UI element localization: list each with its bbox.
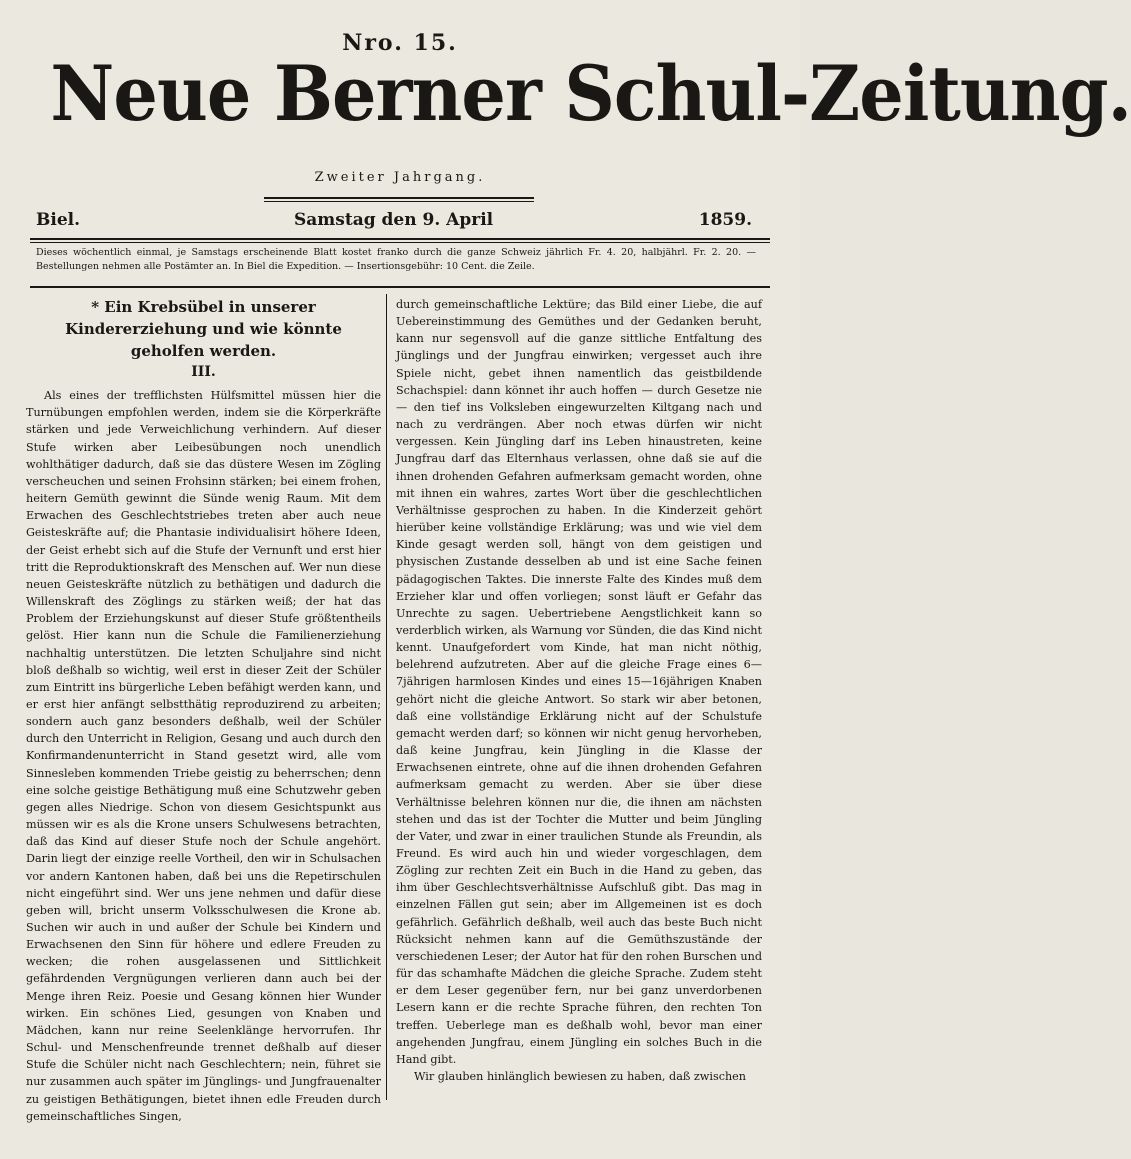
article-paragraph-next: Wir glauben hinlänglich bewiesen zu haben, daß zwischen xyxy=(414,1070,746,1084)
dateline xyxy=(36,210,752,234)
newspaper-title: Neue Berner Schul-Zeitung. xyxy=(50,49,1131,138)
masthead-rule xyxy=(264,197,534,199)
article-paragraph: Als eines der trefflichsten Hülfsmittel müssen hier die Turnübungen empfohlen werden, indem sie die Körperkräfte stärken und jede Verweichlichung verhindern. Auf dieser Stufe wirken aber Leibesübungen noch unendlich wohlthätiger dadurch, daß sie das düstere Wesen im Zögling verscheuchen und seinen Frohsinn stärken; bei einem frohen, heitern Gemüth gewinnt die Sünde wenig Raum. Mit dem Erwachen des Geschlechtstriebes treten aber auch neue Geisteskräfte auf; die Phantasie individualisirt höhere Ideen, der Geist erhebt sich auf die Stufe der Vernunft und erst hier tritt die Reproduktionskraft des Menschen auf. Wer nun diese neuen Geisteskräfte nützlich zu bethätigen und dadurch die Willenskraft des Zöglings zu stärken weiß; der hat das Problem der Erziehungskunst auf dieser Stufe größtentheils gelöst. Hier kann nun die Schule die Familienerziehung nachhaltig unterstützen. Die letzten Schuljahre sind nicht bloß deßhalb so wichtig, weil erst in dieser Zeit der Schüler zum Eintritt ins bürgerliche Leben befähigt werden kann, und er erst hier anfängt selbstthätig reproduzirend zu arbeiten; sondern auch ganz besonders deßhalb, weil der Schüler durch den Unterricht in Religion, Gesang und auch durch den Konfirmandenunterricht in Stand gesetzt wird, alle vom Sinnesleben kommenden Triebe geistig zu beherrschen; denn eine solche geistige Bethätigung muß eine Schutzwehr geben gegen alles Niedrige. Schon von diesem Gesichtspunkt aus müssen wir es als die Krone unsers Schulwesens betrachten, daß das Kind auf dieser Stufe noch der Schule angehört. Darin liegt der einzige reelle Vortheil, den wir in Schulsachen vor andern Kantonen haben, daß bei uns die Repetirschulen nicht eingeführt sind. Wer uns jene nehmen und dafür diese geben will, bricht unserm Volksschulwesen die Krone ab. Suchen wir auch in und außer der Schule bei Kindern und Erwachsenen den Sinn für höhere und edlere Freuden zu wecken; die rohen ausgelassenen und Sittlichkeit gefährdenden Vergnügungen verlieren dann auch bei der Menge ihren Reiz. Poesie und Gesang können hier Wunder wirken. Ein schönes Lied, gesungen von Knaben und Mädchen, kann nur reine Seelenklänge hervorrufen. Ihr Schul- und Menschenfreunde trennet deßhalb auf dieser Stufe die Schüler nicht nach Geschlechtern; nein, führet sie nur zusammen auch später im Jünglings- und Jungfrauenalter zu geistigen Bethätigungen, bietet ihnen edle Freuden durch gemeinschaftliches Singen, xyxy=(26,389,381,1123)
dateline-year: 1859. xyxy=(698,210,752,230)
right-column xyxy=(396,296,762,1085)
header-rule-thin xyxy=(30,242,770,243)
article-title: * Ein Krebsübel in unserer Kindererziehung und wie könnte geholfen werden. xyxy=(65,298,342,360)
dateline-place: Biel. xyxy=(36,210,81,230)
header-rule xyxy=(30,238,770,240)
volume-subtitle: Zweiter Jahrgang. xyxy=(314,170,486,185)
article-section-number: III. xyxy=(191,364,216,380)
masthead-rule-thin xyxy=(264,201,534,202)
dateline-date: Samstag den 9. April xyxy=(294,210,494,230)
article-paragraph-continued: durch gemeinschaftliche Lektüre; das Bild einer Liebe, die auf Uebereinstimmung des Gemüthes und der Gedanken beruht, kann nur segensvoll auf die ganze sittliche Entfaltung des Jünglings und der Jungfrau einwirken; vergesset auch ihre Spiele nicht, gebet ihnen namentlich das geistbildende Schachspiel: dann könnet ihr auch hoffen — durch Gesetze nie — den tief ins Volksleben eingewurzelten Kiltgang nach und nach zu verdrängen. Aber noch etwas dürfen wir nicht vergessen. Kein Jüngling darf ins Leben hinaustreten, keine Jungfrau darf das Elternhaus verlassen, ohne daß sie auf die ihnen drohenden Gefahren aufmerksam gemacht worden, ohne mit ihnen ein wahres, zartes Wort über die geschlechtlichen Verhältnisse gesprochen zu haben. In die Kinderzeit gehört hierüber keine vollständige Erklärung; was und wie viel dem Kinde gesagt werden soll, hängt von dem geistigen und physischen Zustande desselben ab und ist eine Sache feinen pädagogischen Taktes. Die innerste Falte des Kindes muß dem Erzieher klar und offen vorliegen; sonst läuft er Gefahr das Unrechte zu sagen. Uebertriebene Aengstlichkeit kann so verderblich wirken, als Warnung vor Sünden, die das Kind nicht kennt. Unaufgefordert vom Kinde, hat man nicht nöthig, belehrend aufzutreten. Aber auf die gleiche Frage eines 6—7jährigen harmlosen Kindes und eines 15—16jährigen Knaben gehört nicht die gleiche Antwort. So stark wir aber betonen, daß eine vollständige Erklärung nicht auf der Schulstufe gemacht werden darf; so können wir nicht genug hervorheben, daß keine Jungfrau, kein Jüngling in die Klasse der Erwachsenen eintrete, ohne auf die ihnen drohenden Gefahren aufmerksam gemacht zu werden. Aber sie über diese Verhältnisse belehren können nur die, die ihnen am nächsten stehen und das ist der Tochter die Mutter und beim Jüngling der Vater, und zwar in einer traulichen Stunde als Freundin, als Freund. Es wird auch hin und wieder vorgeschlagen, dem Zögling zur rechten Zeit ein Buch in die Hand zu geben, das ihm über Geschlechtsverhältnisse Aufschluß gibt. Das mag in einzelnen Fällen gut sein; aber im Allgemeinen ist es doch gefährlich. Gefährlich deßhalb, weil auch das beste Buch nicht Rücksicht nehmen kann auf die Gemüthszustände der verschiedenen Leser; der Autor hat für den rohen Burschen und für das schamhafte Mädchen die gleiche Sprache. Zudem steht er dem Leser gegenüber fern, nur bei ganz unverdorbenen Lesern kann er die rechte Sprache führen, den rechten Ton treffen. Ueberlege man es deßhalb wohl, bevor man einer angehenden Jungfrau, einem Jüngling ein solches Buch in die Hand gibt. xyxy=(396,298,762,1066)
issue-number: Nro. 15. xyxy=(342,30,458,56)
subscription-notice: Dieses wöchentlich einmal, je Samstags erscheinende Blatt kostet franko durch die ganze Schweiz jährlich Fr. 4. 20, halbjährl. Fr. 2. 20. — Bestellungen nehmen alle Postämter an. In Biel die Expedition. — Insertionsgebühr: 10 Cent. die Zeile. xyxy=(36,247,756,272)
left-column xyxy=(26,296,381,1125)
column-divider xyxy=(386,294,387,1100)
notice-rule xyxy=(30,286,770,288)
